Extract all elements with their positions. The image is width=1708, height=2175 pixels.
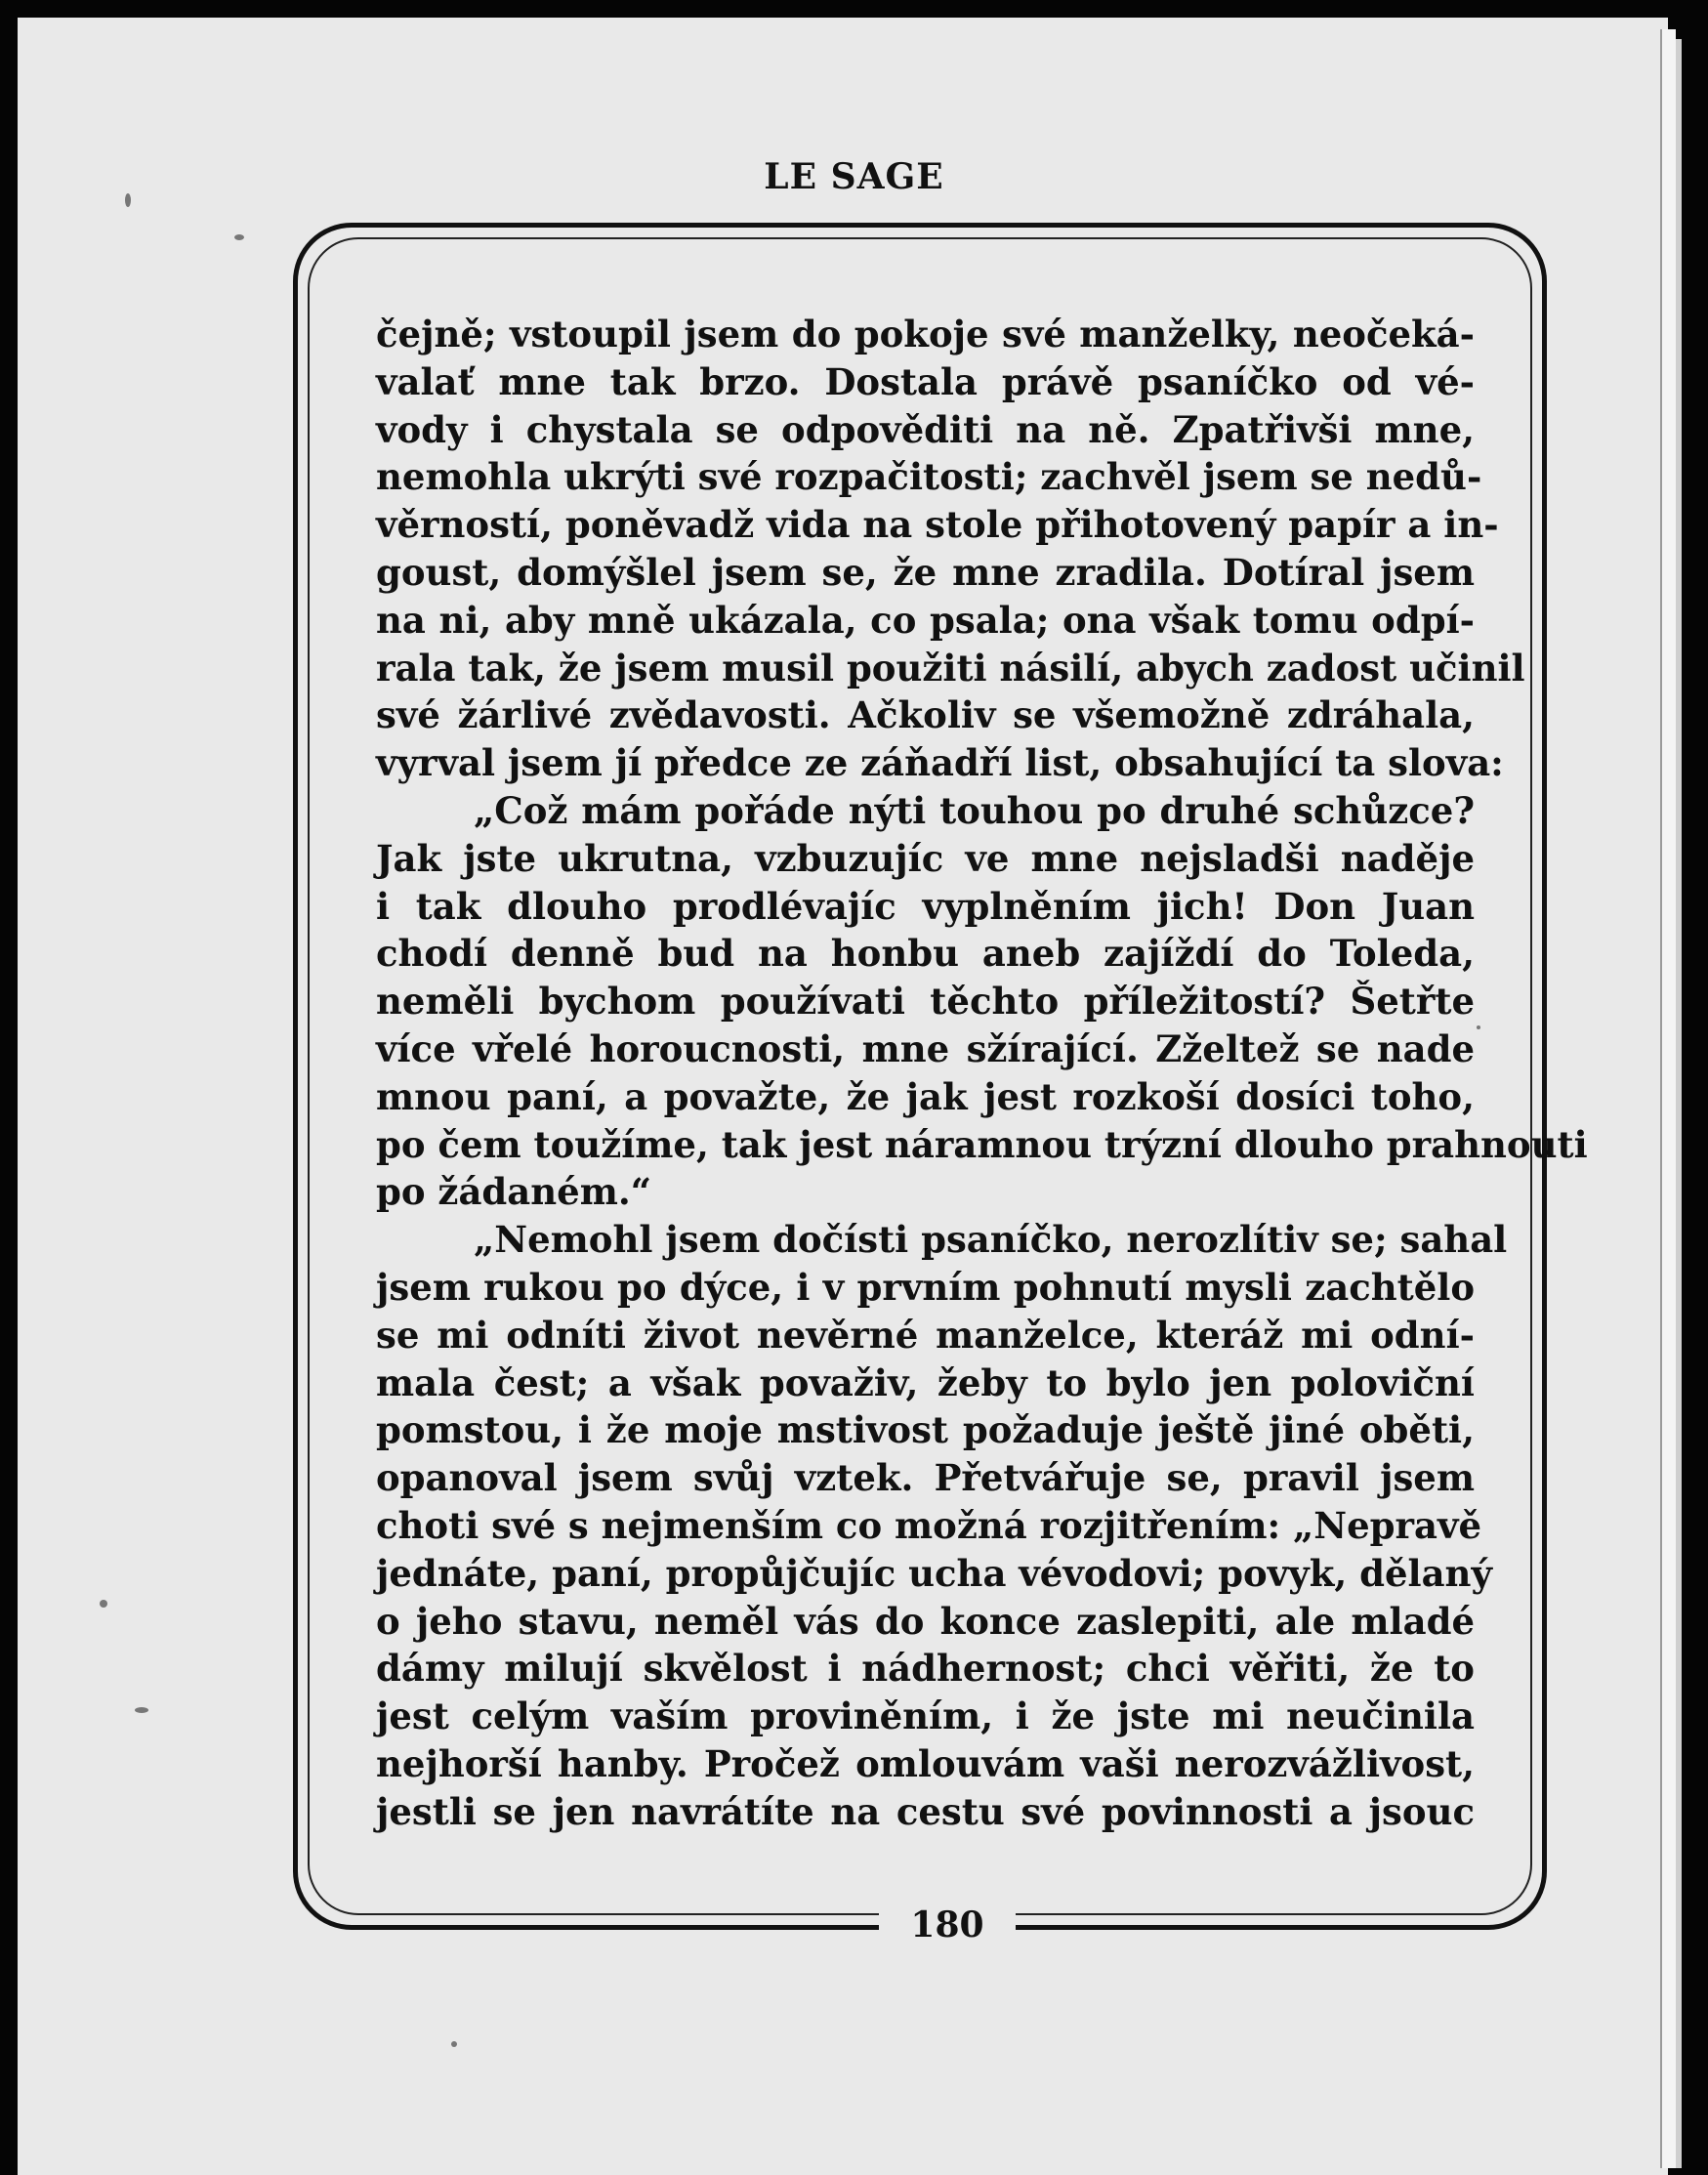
text-line: se mi odníti život nevěrné manželce, kteráž mi odní- bbox=[376, 1313, 1475, 1357]
text-line: po čem toužíme, tak jest náramnou trýzní dlouho prahnouti bbox=[376, 1122, 1588, 1166]
text-line: dámy milují skvělost i nádhernost; chci věřiti, že to bbox=[376, 1647, 1475, 1691]
text-line: své žárlivé zvědavosti. Ačkoliv se všemožně zdráhala, bbox=[376, 693, 1475, 737]
text-line: opanoval jsem svůj vztek. Přetvářuje se, pravil jsem bbox=[376, 1456, 1475, 1500]
text-line: na ni, aby mně ukázala, co psala; ona však tomu odpí- bbox=[376, 598, 1475, 642]
page-edge bbox=[1660, 29, 1676, 2168]
text-line: čejně; vstoupil jsem do pokoje své manželky, neočeká- bbox=[376, 313, 1475, 356]
scan-speck bbox=[1477, 1025, 1480, 1029]
text-line: „Nemohl jsem dočísti psaníčko, nerozlítiv se; sahal bbox=[474, 1218, 1508, 1262]
text-line: goust, domýšlel jsem se, že mne zradila. Dotíral jsem bbox=[376, 550, 1475, 594]
text-line: i tak dlouho prodlévajíc vyplněním jich! Don Juan bbox=[376, 884, 1475, 928]
text-line: rala tak, že jsem musil použiti násilí, abych zadost učinil bbox=[376, 646, 1525, 690]
text-line: nejhorší hanby. Pročež omlouvám vaši nerozvážlivost, bbox=[376, 1741, 1475, 1785]
text-line: nemohla ukrýti své rozpačitosti; zachvěl jsem se nedů- bbox=[376, 455, 1482, 499]
body-text bbox=[376, 311, 1588, 1836]
text-line: jestli se jen navrátíte na cestu své povinnosti a jsouc bbox=[376, 1789, 1475, 1833]
text-line: vody i chystala se odpověditi na ně. Zpatřivši mne, bbox=[376, 407, 1475, 451]
text-line: jest celým vaším proviněním, i že jste mi neučinila bbox=[376, 1694, 1475, 1738]
text-line: choti své s nejmenším co možná rozjitřením: „Nepravě bbox=[376, 1503, 1482, 1547]
page-edge-shadow bbox=[1676, 39, 1682, 2168]
text-line: mnou paní, a považte, že jak jest rozkoší dosíci toho, bbox=[376, 1074, 1475, 1118]
scan-speck bbox=[100, 1600, 107, 1608]
text-line: o jeho stavu, neměl vás do konce zaslepiti, ale mladé bbox=[376, 1599, 1475, 1643]
text-line: jsem rukou po dýce, i v prvním pohnutí mysli zachtělo bbox=[376, 1265, 1475, 1309]
text-line: věrností, poněvadž vida na stole přihotovený papír a in- bbox=[376, 503, 1499, 547]
text-line: více vřelé horoucnosti, mne sžírající. Zželtež se nade bbox=[376, 1026, 1475, 1070]
scan-speck bbox=[125, 193, 131, 207]
text-line: chodí denně bud na honbu aneb zajíždí do Toleda, bbox=[376, 932, 1475, 976]
text-line: jednáte, paní, propůjčujíc ucha vévodovi; povyk, dělaný bbox=[376, 1551, 1492, 1595]
text-line: mala čest; a však považiv, žeby to bylo jen poloviční bbox=[376, 1360, 1475, 1404]
text-line: pomstou, i že moje mstivost požaduje ještě jiné oběti, bbox=[376, 1408, 1475, 1452]
text-line: po žádaném.“ bbox=[376, 1170, 652, 1214]
scan-speck bbox=[451, 2041, 457, 2047]
text-line: „Což mám pořáde nýti touhou po druhé schůzce? bbox=[474, 788, 1475, 832]
text-line: vyrval jsem jí předce ze záňadří list, obsahující ta slova: bbox=[376, 741, 1504, 785]
scan-speck bbox=[234, 234, 244, 240]
text-line: Jak jste ukrutna, vzbuzujíc ve mne nejsladši naděje bbox=[376, 836, 1475, 880]
text-line: neměli bychom používati těchto příležitostí? Šetřte bbox=[376, 980, 1475, 1024]
page-number: 180 bbox=[910, 1904, 984, 1945]
text-line: valať mne tak brzo. Dostala právě psaníčko od vé- bbox=[376, 359, 1475, 403]
running-head: LE SAGE bbox=[764, 156, 944, 197]
scan-speck bbox=[135, 1707, 148, 1713]
